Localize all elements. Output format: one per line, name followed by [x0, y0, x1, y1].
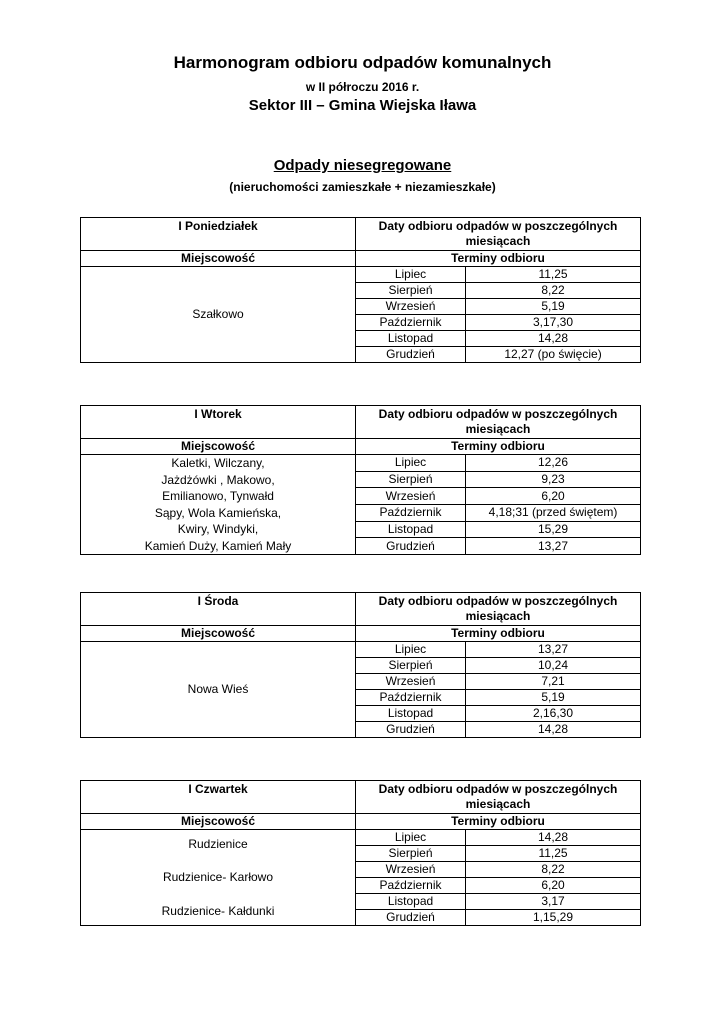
- document-title: Harmonogram odbioru odpadów komunalnych: [173, 53, 552, 72]
- schedule-table: [80, 780, 641, 926]
- place-header: Miejscowość: [81, 251, 356, 267]
- dates-cell: 4,18;31 (przed świętem): [466, 504, 641, 521]
- month-cell: Sierpień: [356, 846, 466, 862]
- dates-cell: 2,16,30: [466, 706, 641, 722]
- dates-cell: 5,19: [466, 299, 641, 315]
- dates-cell: 12,27 (po święcie): [466, 347, 641, 363]
- dates-cell: 11,25: [466, 846, 641, 862]
- dates-cell: 8,22: [466, 862, 641, 878]
- month-cell: Wrzesień: [356, 674, 466, 690]
- month-cell: Listopad: [356, 706, 466, 722]
- dates-cell: 7,21: [466, 674, 641, 690]
- place-name: Kamień Duży, Kamień Mały: [144, 538, 292, 553]
- month-cell: Listopad: [356, 331, 466, 347]
- place-name: Nowa Wieś: [187, 682, 249, 697]
- place-header: Miejscowość: [81, 439, 356, 455]
- place-name: Rudzienice- Kałdunki: [161, 903, 275, 918]
- month-cell: Październik: [356, 878, 466, 894]
- month-cell: Październik: [356, 690, 466, 706]
- section-note: (nieruchomości zamieszkałe + niezamieszkałe): [229, 180, 496, 194]
- terms-header: Terminy odbioru: [356, 814, 641, 830]
- dates-cell: 6,20: [466, 488, 641, 505]
- month-cell: Listopad: [356, 521, 466, 538]
- month-cell: Październik: [356, 315, 466, 331]
- place-name: Emilianowo, Tynwałd: [162, 489, 274, 503]
- dates-cell: 10,24: [466, 658, 641, 674]
- month-cell: Wrzesień: [356, 299, 466, 315]
- place-name: Rudzienice: [188, 836, 248, 851]
- dates-cell: 13,27: [466, 538, 641, 555]
- section-title: Odpady niesegregowane: [273, 157, 452, 174]
- dates-header: Daty odbioru odpadów w poszczególnych miesiącach: [356, 406, 641, 439]
- dates-cell: 12,26: [466, 455, 641, 472]
- dates-cell: 14,28: [466, 722, 641, 738]
- place-name: Jażdżówki , Makowo,: [161, 472, 275, 487]
- month-cell: Listopad: [356, 894, 466, 910]
- month-cell: Wrzesień: [356, 862, 466, 878]
- place-name: Kwiry, Windyki,: [177, 522, 259, 536]
- month-cell: Październik: [356, 504, 466, 521]
- weekday-header: I Wtorek: [81, 406, 356, 439]
- weekday-header: I Czwartek: [81, 781, 356, 814]
- dates-cell: 9,23: [466, 471, 641, 488]
- table-row: [81, 267, 641, 283]
- dates-cell: 6,20: [466, 878, 641, 894]
- place-name: Szałkowo: [192, 307, 244, 322]
- dates-cell: 13,27: [466, 642, 641, 658]
- table-row: [81, 830, 641, 846]
- month-cell: Lipiec: [356, 642, 466, 658]
- place-name: Kaletki, Wilczany,: [171, 456, 265, 470]
- month-cell: Grudzień: [356, 347, 466, 363]
- dates-header: Daty odbioru odpadów w poszczególnych miesiącach: [356, 593, 641, 626]
- dates-cell: 14,28: [466, 331, 641, 347]
- table-row: [81, 642, 641, 658]
- month-cell: Wrzesień: [356, 488, 466, 505]
- place-cell: [81, 642, 356, 738]
- dates-cell: 14,28: [466, 830, 641, 846]
- table-row: [81, 455, 641, 472]
- month-cell: Sierpień: [356, 471, 466, 488]
- place-name: Rudzienice- Karłowo: [162, 870, 274, 885]
- weekday-header: I Środa: [81, 593, 356, 626]
- dates-cell: 8,22: [466, 283, 641, 299]
- place-header: Miejscowość: [81, 626, 356, 642]
- terms-header: Terminy odbioru: [356, 626, 641, 642]
- sector-title: Sektor III – Gmina Wiejska Iława: [248, 97, 477, 114]
- schedule-table: [80, 592, 641, 738]
- place-cell: [81, 830, 356, 926]
- schedule-table: [80, 405, 641, 555]
- dates-cell: 15,29: [466, 521, 641, 538]
- month-cell: Grudzień: [356, 722, 466, 738]
- place-header: Miejscowość: [81, 814, 356, 830]
- place-cell: [81, 267, 356, 363]
- month-cell: Sierpień: [356, 658, 466, 674]
- month-cell: Lipiec: [356, 830, 466, 846]
- place-cell: [81, 455, 356, 555]
- month-cell: Sierpień: [356, 283, 466, 299]
- month-cell: Grudzień: [356, 910, 466, 926]
- terms-header: Terminy odbioru: [356, 439, 641, 455]
- schedule-table: [80, 217, 641, 363]
- dates-cell: 1,15,29: [466, 910, 641, 926]
- month-cell: Lipiec: [356, 267, 466, 283]
- dates-cell: 3,17: [466, 894, 641, 910]
- month-cell: Lipiec: [356, 455, 466, 472]
- dates-cell: 5,19: [466, 690, 641, 706]
- dates-header: Daty odbioru odpadów w poszczególnych miesiącach: [356, 218, 641, 251]
- dates-header: Daty odbioru odpadów w poszczególnych miesiącach: [356, 781, 641, 814]
- place-name: Sąpy, Wola Kamieńska,: [154, 505, 282, 520]
- dates-cell: 11,25: [466, 267, 641, 283]
- dates-cell: 3,17,30: [466, 315, 641, 331]
- month-cell: Grudzień: [356, 538, 466, 555]
- period-subtitle: w II półroczu 2016 r.: [305, 80, 420, 94]
- weekday-header: I Poniedziałek: [81, 218, 356, 251]
- terms-header: Terminy odbioru: [356, 251, 641, 267]
